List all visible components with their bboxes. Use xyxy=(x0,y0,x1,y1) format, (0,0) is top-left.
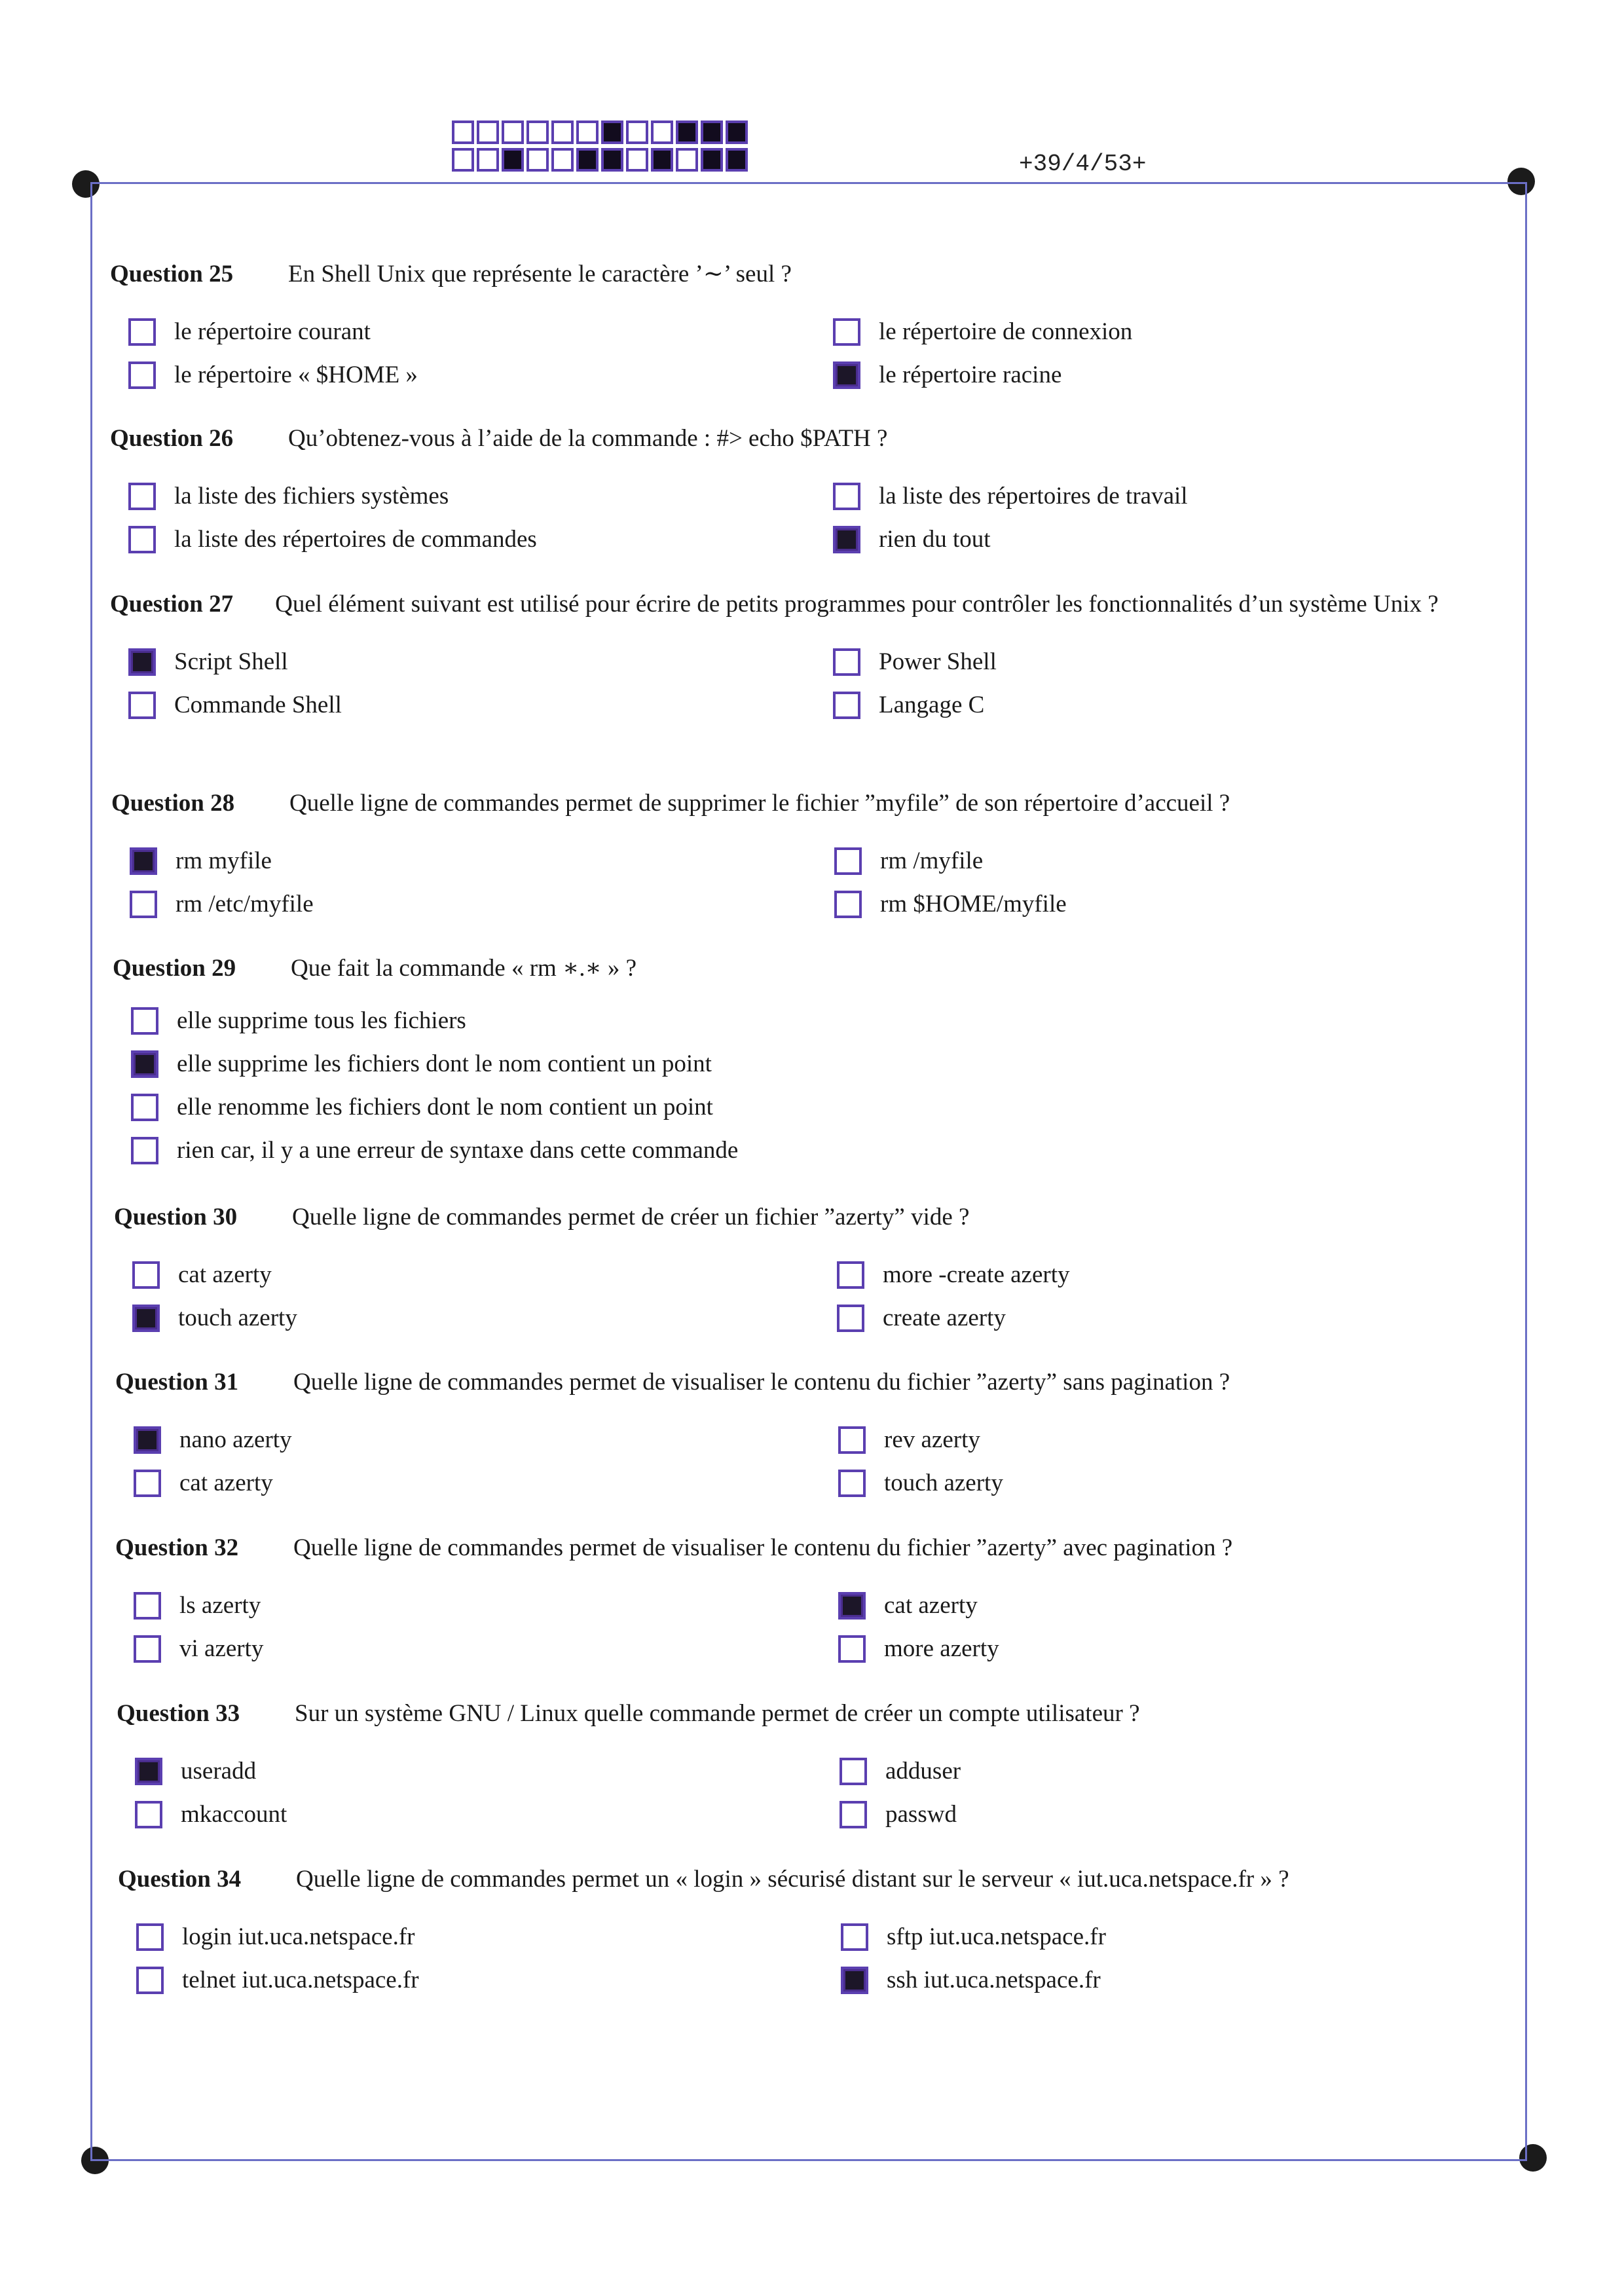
answer-checkbox[interactable] xyxy=(131,1094,158,1121)
answer-label: rm /myfile xyxy=(880,847,984,874)
answer-option[interactable] xyxy=(110,479,815,514)
answer-option[interactable] xyxy=(820,1631,1475,1667)
answer-option[interactable] xyxy=(816,843,1471,879)
answer-option[interactable] xyxy=(815,314,1469,350)
question-text: Quelle ligne de commandes permet de visualiser le contenu du fichier ”azerty” avec pagination ? xyxy=(293,1534,1233,1561)
id-code-grid xyxy=(452,120,748,176)
answer-list xyxy=(110,479,1498,557)
answer-option[interactable] xyxy=(118,1919,822,1955)
answer-label: rm /etc/myfile xyxy=(175,891,314,917)
answer-list xyxy=(114,1257,1502,1336)
answer-label: Langage C xyxy=(879,692,985,718)
answer-label: Commande Shell xyxy=(174,692,342,718)
answer-option[interactable] xyxy=(822,1963,1477,1998)
answer-label: cat azerty xyxy=(179,1470,273,1496)
question-block xyxy=(110,257,1498,393)
answer-label: more -create azerty xyxy=(883,1261,1070,1288)
answer-label: rm myfile xyxy=(175,847,272,874)
question-text: Sur un système GNU / Linux quelle commande permet de créer un compte utilisateur ? xyxy=(295,1700,1140,1727)
answer-list xyxy=(110,644,1504,723)
question-number: Question 28 xyxy=(111,790,235,817)
answer-list xyxy=(118,1919,1506,1998)
answer-checkbox-checked[interactable] xyxy=(135,1758,162,1785)
question-block xyxy=(115,1365,1504,1501)
answer-label: elle supprime les fichiers dont le nom contient un point xyxy=(177,1050,712,1077)
answer-label: ssh iut.uca.netspace.fr xyxy=(887,1967,1101,1993)
question-text: Qu’obtenez-vous à l’aide de la commande : #> echo $PATH ? xyxy=(288,425,888,452)
id-code-cell-filled xyxy=(701,120,723,144)
answer-checkbox[interactable] xyxy=(128,318,156,346)
answer-label: elle renomme les fichiers dont le nom contient un point xyxy=(177,1094,713,1120)
question-block xyxy=(118,1862,1506,1998)
answer-option[interactable] xyxy=(115,1631,820,1667)
answer-checkbox-checked[interactable] xyxy=(132,1305,160,1332)
question-number: Question 27 xyxy=(110,591,234,618)
question-number: Question 32 xyxy=(115,1534,239,1561)
answer-label: ls azerty xyxy=(179,1592,261,1619)
answer-option[interactable] xyxy=(819,1257,1473,1293)
answer-checkbox[interactable] xyxy=(134,1470,161,1497)
answer-label: more azerty xyxy=(884,1635,999,1662)
id-code-cell-empty xyxy=(477,120,499,144)
answer-checkbox[interactable] xyxy=(136,1923,164,1951)
answer-label: rev azerty xyxy=(884,1426,980,1453)
answer-option[interactable] xyxy=(821,1754,1476,1789)
answer-label: le répertoire de connexion xyxy=(879,318,1133,345)
answer-label: le répertoire racine xyxy=(879,361,1062,388)
answer-checkbox[interactable] xyxy=(833,648,860,676)
answer-label: vi azerty xyxy=(179,1635,264,1662)
answer-checkbox[interactable] xyxy=(131,1007,158,1035)
answer-checkbox[interactable] xyxy=(840,1758,867,1785)
answer-label: Script Shell xyxy=(174,648,288,675)
answer-checkbox[interactable] xyxy=(833,483,860,510)
answer-option[interactable] xyxy=(113,1133,1029,1168)
question-block xyxy=(115,1530,1504,1667)
question-block xyxy=(111,786,1500,922)
id-code-cell-empty xyxy=(526,120,549,144)
answer-checkbox[interactable] xyxy=(841,1923,868,1951)
answer-checkbox[interactable] xyxy=(136,1967,164,1994)
answer-checkbox-checked[interactable] xyxy=(838,1592,866,1620)
answer-label: passwd xyxy=(885,1801,957,1828)
question-text: Quelle ligne de commandes permet de supprimer le fichier ”myfile” de son répertoire d’accueil ? xyxy=(289,790,1230,817)
id-code-cell-filled xyxy=(701,148,723,172)
id-code-cell-empty xyxy=(676,148,698,172)
id-code-row xyxy=(452,148,748,172)
answer-checkbox[interactable] xyxy=(834,891,862,918)
answer-list xyxy=(111,843,1500,922)
answer-option[interactable] xyxy=(820,1422,1475,1458)
id-code-cell-empty xyxy=(626,148,648,172)
question-number: Question 31 xyxy=(115,1369,239,1396)
answer-option[interactable] xyxy=(113,1090,1029,1125)
answer-label: elle supprime tous les fichiers xyxy=(177,1007,466,1034)
answer-checkbox-checked[interactable] xyxy=(128,648,156,676)
answer-option[interactable] xyxy=(816,887,1471,922)
answer-option[interactable] xyxy=(822,1919,1477,1955)
id-code-cell-filled xyxy=(576,148,599,172)
answer-checkbox-checked[interactable] xyxy=(833,361,860,389)
id-code-cell-filled xyxy=(651,148,673,172)
answer-checkbox-checked[interactable] xyxy=(130,847,157,875)
id-code-cell-empty xyxy=(452,120,474,144)
question-block xyxy=(113,951,1501,1168)
question-block xyxy=(114,1200,1502,1336)
id-code-cell-empty xyxy=(626,120,648,144)
answer-option[interactable] xyxy=(820,1466,1475,1501)
answer-label: la liste des répertoires de travail xyxy=(879,483,1188,509)
answer-label: rien du tout xyxy=(879,526,991,553)
answer-option[interactable] xyxy=(115,1422,820,1458)
id-code-cell-empty xyxy=(576,120,599,144)
answer-checkbox[interactable] xyxy=(134,1635,161,1663)
answer-option[interactable] xyxy=(114,1257,819,1293)
answer-label: touch azerty xyxy=(178,1305,297,1331)
answer-label: la liste des répertoires de commandes xyxy=(174,526,537,553)
question-number: Question 29 xyxy=(113,955,236,982)
id-code-cell-filled xyxy=(601,148,623,172)
answer-option[interactable] xyxy=(815,688,1469,723)
answer-label: adduser xyxy=(885,1758,961,1785)
answer-checkbox[interactable] xyxy=(130,891,157,918)
answer-option[interactable] xyxy=(110,314,815,350)
answer-checkbox[interactable] xyxy=(131,1137,158,1164)
answer-checkbox[interactable] xyxy=(128,692,156,719)
answer-label: rien car, il y a une erreur de syntaxe dans cette commande xyxy=(177,1137,739,1164)
answer-checkbox[interactable] xyxy=(833,692,860,719)
question-number: Question 30 xyxy=(114,1204,238,1231)
answer-label: sftp iut.uca.netspace.fr xyxy=(887,1923,1106,1950)
answer-option[interactable] xyxy=(815,358,1469,393)
answer-checkbox[interactable] xyxy=(128,483,156,510)
id-code-cell-empty xyxy=(551,148,574,172)
answer-label: touch azerty xyxy=(884,1470,1003,1496)
id-code-cell-filled xyxy=(726,148,748,172)
answer-checkbox-checked[interactable] xyxy=(134,1426,161,1454)
id-code-row xyxy=(452,120,748,144)
answer-checkbox[interactable] xyxy=(135,1801,162,1828)
answer-option[interactable] xyxy=(117,1754,821,1789)
question-number: Question 33 xyxy=(117,1700,240,1727)
answer-checkbox-checked[interactable] xyxy=(841,1967,868,1994)
answer-checkbox[interactable] xyxy=(834,847,862,875)
answer-option[interactable] xyxy=(110,358,815,393)
question-text: Que fait la commande « rm ∗.∗ » ? xyxy=(291,955,637,982)
answer-list xyxy=(115,1588,1504,1667)
answer-list xyxy=(115,1422,1504,1501)
answer-checkbox[interactable] xyxy=(838,1426,866,1454)
question-text: Quelle ligne de commandes permet de visualiser le contenu du fichier ”azerty” sans pagination ? xyxy=(293,1369,1230,1396)
question-block xyxy=(117,1696,1505,1832)
id-code-cell-filled xyxy=(502,148,524,172)
answer-label: telnet iut.uca.netspace.fr xyxy=(182,1967,419,1993)
question-number: Question 25 xyxy=(110,261,234,287)
answer-checkbox[interactable] xyxy=(132,1261,160,1289)
answer-label: cat azerty xyxy=(884,1592,978,1619)
answer-label: login iut.uca.netspace.fr xyxy=(182,1923,415,1950)
question-number: Question 26 xyxy=(110,425,234,452)
answer-option[interactable] xyxy=(111,887,816,922)
answer-option[interactable] xyxy=(114,1301,819,1336)
answer-label: Power Shell xyxy=(879,648,997,675)
id-code-cell-empty xyxy=(477,148,499,172)
question-block xyxy=(110,421,1498,557)
answer-option[interactable] xyxy=(110,522,815,557)
answer-checkbox-checked[interactable] xyxy=(131,1050,158,1078)
answer-checkbox[interactable] xyxy=(838,1470,866,1497)
answer-checkbox[interactable] xyxy=(837,1305,864,1332)
answer-checkbox[interactable] xyxy=(134,1592,161,1620)
answer-checkbox[interactable] xyxy=(837,1261,864,1289)
id-code-cell-filled xyxy=(676,120,698,144)
answer-checkbox[interactable] xyxy=(833,318,860,346)
answer-option[interactable] xyxy=(110,644,815,680)
question-text: Quelle ligne de commandes permet un « login » sécurisé distant sur le serveur « iut.uca.netspace.fr » ? xyxy=(296,1866,1289,1893)
question-text: Quelle ligne de commandes permet de créer un fichier ”azerty” vide ? xyxy=(292,1204,970,1231)
answer-checkbox[interactable] xyxy=(838,1635,866,1663)
answer-label: useradd xyxy=(181,1758,257,1785)
answer-option[interactable] xyxy=(115,1466,820,1501)
answer-option[interactable] xyxy=(820,1588,1475,1623)
answer-option[interactable] xyxy=(115,1588,820,1623)
answer-option[interactable] xyxy=(815,522,1469,557)
answer-option[interactable] xyxy=(117,1797,821,1832)
answer-option[interactable] xyxy=(819,1301,1473,1336)
answer-checkbox[interactable] xyxy=(840,1801,867,1828)
answer-option[interactable] xyxy=(111,843,816,879)
answer-option[interactable] xyxy=(815,479,1469,514)
answer-label: create azerty xyxy=(883,1305,1006,1331)
question-text: Quel élément suivant est utilisé pour écrire de petits programmes pour contrôler les fonctionnalités d’un système Unix ? xyxy=(275,591,1439,618)
id-code-cell-empty xyxy=(526,148,549,172)
id-code-cell-empty xyxy=(502,120,524,144)
id-code-cell-empty xyxy=(651,120,673,144)
answer-option[interactable] xyxy=(821,1797,1476,1832)
question-block xyxy=(110,587,1504,723)
answer-checkbox[interactable] xyxy=(128,361,156,389)
answer-option[interactable] xyxy=(118,1963,822,1998)
answer-option[interactable] xyxy=(815,644,1469,680)
id-code-cell-filled xyxy=(726,120,748,144)
answer-list xyxy=(110,314,1498,393)
answer-label: mkaccount xyxy=(181,1801,287,1828)
answer-label: la liste des fichiers systèmes xyxy=(174,483,449,509)
answer-label: le répertoire « $HOME » xyxy=(174,361,418,388)
id-code-cell-empty xyxy=(551,120,574,144)
page-id: +39/4/53+ xyxy=(1019,151,1147,177)
answer-label: le répertoire courant xyxy=(174,318,371,345)
answer-option[interactable] xyxy=(110,688,815,723)
answer-checkbox[interactable] xyxy=(128,526,156,553)
id-code-cell-empty xyxy=(452,148,474,172)
answer-list xyxy=(117,1754,1505,1832)
question-number: Question 34 xyxy=(118,1866,242,1893)
answer-label: nano azerty xyxy=(179,1426,292,1453)
question-heading xyxy=(110,587,1504,622)
answer-option[interactable] xyxy=(113,1046,1029,1082)
answer-checkbox-checked[interactable] xyxy=(833,526,860,553)
question-text: En Shell Unix que représente le caractère ’∼’ seul ? xyxy=(288,261,792,287)
answer-list xyxy=(113,1003,1501,1168)
answer-label: rm $HOME/myfile xyxy=(880,891,1067,917)
answer-option[interactable] xyxy=(113,1003,1029,1039)
id-code-cell-filled xyxy=(601,120,623,144)
answer-label: cat azerty xyxy=(178,1261,272,1288)
